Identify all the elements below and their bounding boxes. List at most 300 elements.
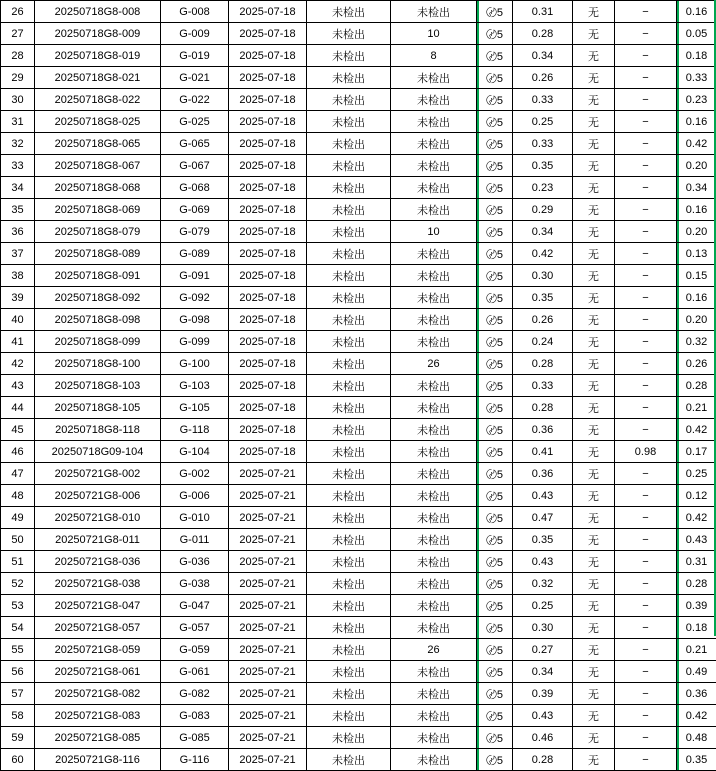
cell-r7-c6[interactable]: 〄5 (477, 155, 513, 177)
cell-r29-c0[interactable]: 55 (1, 639, 35, 661)
cell-r11-c8[interactable]: 无 (573, 243, 615, 265)
cell-r18-c7[interactable]: 0.28 (513, 397, 573, 419)
table-row[interactable] (1, 375, 716, 397)
cell-r34-c1[interactable]: 20250721G8-116 (35, 749, 161, 771)
cell-r18-c4[interactable]: 未检出 (307, 397, 391, 419)
cell-r9-c7[interactable]: 0.29 (513, 199, 573, 221)
cell-r19-c1[interactable]: 20250718G8-118 (35, 419, 161, 441)
cell-r16-c0[interactable]: 42 (1, 353, 35, 375)
cell-r23-c9[interactable]: − (615, 507, 677, 529)
cell-r32-c10[interactable]: 0.42 (677, 705, 716, 727)
cell-r26-c7[interactable]: 0.32 (513, 573, 573, 595)
cell-r1-c2[interactable]: G-009 (161, 23, 229, 45)
cell-r22-c10[interactable]: 0.12 (677, 485, 716, 507)
cell-r0-c9[interactable]: − (615, 1, 677, 23)
cell-r13-c6[interactable]: 〄5 (477, 287, 513, 309)
cell-r5-c6[interactable]: 〄5 (477, 111, 513, 133)
cell-r0-c1[interactable]: 20250718G8-008 (35, 1, 161, 23)
cell-r21-c3[interactable]: 2025-07-21 (229, 463, 307, 485)
cell-r28-c7[interactable]: 0.30 (513, 617, 573, 639)
cell-r5-c0[interactable]: 31 (1, 111, 35, 133)
cell-r32-c4[interactable]: 未检出 (307, 705, 391, 727)
cell-r21-c7[interactable]: 0.36 (513, 463, 573, 485)
cell-r20-c5[interactable]: 未检出 (391, 441, 477, 463)
cell-r33-c7[interactable]: 0.46 (513, 727, 573, 749)
cell-r27-c0[interactable]: 53 (1, 595, 35, 617)
table-row[interactable] (1, 89, 716, 111)
table-row[interactable] (1, 551, 716, 573)
table-row[interactable] (1, 595, 716, 617)
cell-r26-c10[interactable]: 0.28 (677, 573, 716, 595)
cell-r1-c1[interactable]: 20250718G8-009 (35, 23, 161, 45)
cell-r16-c4[interactable]: 未检出 (307, 353, 391, 375)
cell-r19-c9[interactable]: − (615, 419, 677, 441)
cell-r30-c2[interactable]: G-061 (161, 661, 229, 683)
cell-r4-c6[interactable]: 〄5 (477, 89, 513, 111)
cell-r22-c0[interactable]: 48 (1, 485, 35, 507)
cell-r22-c8[interactable]: 无 (573, 485, 615, 507)
cell-r21-c10[interactable]: 0.25 (677, 463, 716, 485)
cell-r27-c9[interactable]: − (615, 595, 677, 617)
cell-r12-c3[interactable]: 2025-07-18 (229, 265, 307, 287)
cell-r31-c8[interactable]: 无 (573, 683, 615, 705)
cell-r27-c2[interactable]: G-047 (161, 595, 229, 617)
cell-r12-c1[interactable]: 20250718G8-091 (35, 265, 161, 287)
cell-r1-c4[interactable]: 未检出 (307, 23, 391, 45)
cell-r5-c2[interactable]: G-025 (161, 111, 229, 133)
table-row[interactable] (1, 705, 716, 727)
cell-r3-c10[interactable]: 0.33 (677, 67, 716, 89)
cell-r19-c10[interactable]: 0.42 (677, 419, 716, 441)
cell-r34-c2[interactable]: G-116 (161, 749, 229, 771)
cell-r30-c5[interactable]: 未检出 (391, 661, 477, 683)
cell-r10-c0[interactable]: 36 (1, 221, 35, 243)
cell-r14-c2[interactable]: G-098 (161, 309, 229, 331)
cell-r33-c8[interactable]: 无 (573, 727, 615, 749)
cell-r34-c4[interactable]: 未检出 (307, 749, 391, 771)
table-row[interactable] (1, 23, 716, 45)
cell-r26-c6[interactable]: 〄5 (477, 573, 513, 595)
table-row[interactable] (1, 133, 716, 155)
cell-r26-c9[interactable]: − (615, 573, 677, 595)
table-row[interactable] (1, 749, 716, 771)
cell-r32-c0[interactable]: 58 (1, 705, 35, 727)
cell-r18-c1[interactable]: 20250718G8-105 (35, 397, 161, 419)
cell-r14-c9[interactable]: − (615, 309, 677, 331)
cell-r25-c2[interactable]: G-036 (161, 551, 229, 573)
cell-r0-c8[interactable]: 无 (573, 1, 615, 23)
cell-r20-c1[interactable]: 20250718G09-104 (35, 441, 161, 463)
cell-r25-c10[interactable]: 0.31 (677, 551, 716, 573)
cell-r32-c5[interactable]: 未检出 (391, 705, 477, 727)
cell-r27-c6[interactable]: 〄5 (477, 595, 513, 617)
cell-r7-c5[interactable]: 未检出 (391, 155, 477, 177)
table-row[interactable] (1, 67, 716, 89)
cell-r16-c5[interactable]: 26 (391, 353, 477, 375)
cell-r31-c2[interactable]: G-082 (161, 683, 229, 705)
cell-r13-c4[interactable]: 未检出 (307, 287, 391, 309)
cell-r14-c6[interactable]: 〄5 (477, 309, 513, 331)
cell-r3-c2[interactable]: G-021 (161, 67, 229, 89)
cell-r31-c7[interactable]: 0.39 (513, 683, 573, 705)
cell-r18-c2[interactable]: G-105 (161, 397, 229, 419)
cell-r26-c2[interactable]: G-038 (161, 573, 229, 595)
cell-r24-c4[interactable]: 未检出 (307, 529, 391, 551)
cell-r28-c8[interactable]: 无 (573, 617, 615, 639)
cell-r13-c7[interactable]: 0.35 (513, 287, 573, 309)
cell-r11-c9[interactable]: − (615, 243, 677, 265)
cell-r15-c3[interactable]: 2025-07-18 (229, 331, 307, 353)
cell-r14-c3[interactable]: 2025-07-18 (229, 309, 307, 331)
cell-r10-c10[interactable]: 0.20 (677, 221, 716, 243)
cell-r22-c6[interactable]: 〄5 (477, 485, 513, 507)
cell-r34-c6[interactable]: 〄5 (477, 749, 513, 771)
cell-r34-c7[interactable]: 0.28 (513, 749, 573, 771)
cell-r33-c1[interactable]: 20250721G8-085 (35, 727, 161, 749)
cell-r24-c1[interactable]: 20250721G8-011 (35, 529, 161, 551)
cell-r14-c0[interactable]: 40 (1, 309, 35, 331)
cell-r1-c7[interactable]: 0.28 (513, 23, 573, 45)
cell-r3-c3[interactable]: 2025-07-18 (229, 67, 307, 89)
cell-r20-c7[interactable]: 0.41 (513, 441, 573, 463)
cell-r17-c7[interactable]: 0.33 (513, 375, 573, 397)
table-row[interactable] (1, 199, 716, 221)
cell-r8-c6[interactable]: 〄5 (477, 177, 513, 199)
cell-r14-c1[interactable]: 20250718G8-098 (35, 309, 161, 331)
cell-r18-c3[interactable]: 2025-07-18 (229, 397, 307, 419)
cell-r11-c7[interactable]: 0.42 (513, 243, 573, 265)
cell-r21-c2[interactable]: G-002 (161, 463, 229, 485)
cell-r2-c4[interactable]: 未检出 (307, 45, 391, 67)
cell-r22-c2[interactable]: G-006 (161, 485, 229, 507)
cell-r34-c8[interactable]: 无 (573, 749, 615, 771)
cell-r21-c4[interactable]: 未检出 (307, 463, 391, 485)
cell-r4-c3[interactable]: 2025-07-18 (229, 89, 307, 111)
cell-r15-c0[interactable]: 41 (1, 331, 35, 353)
cell-r34-c0[interactable]: 60 (1, 749, 35, 771)
cell-r22-c3[interactable]: 2025-07-21 (229, 485, 307, 507)
cell-r7-c4[interactable]: 未检出 (307, 155, 391, 177)
cell-r19-c7[interactable]: 0.36 (513, 419, 573, 441)
cell-r2-c5[interactable]: 8 (391, 45, 477, 67)
cell-r0-c7[interactable]: 0.31 (513, 1, 573, 23)
cell-r9-c4[interactable]: 未检出 (307, 199, 391, 221)
cell-r5-c1[interactable]: 20250718G8-025 (35, 111, 161, 133)
cell-r13-c3[interactable]: 2025-07-18 (229, 287, 307, 309)
cell-r25-c9[interactable]: − (615, 551, 677, 573)
cell-r21-c5[interactable]: 未检出 (391, 463, 477, 485)
cell-r6-c7[interactable]: 0.33 (513, 133, 573, 155)
cell-r28-c0[interactable]: 54 (1, 617, 35, 639)
cell-r33-c10[interactable]: 0.48 (677, 727, 716, 749)
cell-r7-c1[interactable]: 20250718G8-067 (35, 155, 161, 177)
cell-r13-c9[interactable]: − (615, 287, 677, 309)
cell-r29-c3[interactable]: 2025-07-21 (229, 639, 307, 661)
cell-r29-c6[interactable]: 〄5 (477, 639, 513, 661)
cell-r14-c7[interactable]: 0.26 (513, 309, 573, 331)
cell-r17-c6[interactable]: 〄5 (477, 375, 513, 397)
cell-r4-c5[interactable]: 未检出 (391, 89, 477, 111)
cell-r23-c6[interactable]: 〄5 (477, 507, 513, 529)
cell-r22-c5[interactable]: 未检出 (391, 485, 477, 507)
cell-r9-c10[interactable]: 0.16 (677, 199, 716, 221)
cell-r20-c4[interactable]: 未检出 (307, 441, 391, 463)
cell-r8-c3[interactable]: 2025-07-18 (229, 177, 307, 199)
table-row[interactable] (1, 727, 716, 749)
cell-r29-c7[interactable]: 0.27 (513, 639, 573, 661)
table-row[interactable] (1, 397, 716, 419)
cell-r0-c5[interactable]: 未检出 (391, 1, 477, 23)
cell-r19-c4[interactable]: 未检出 (307, 419, 391, 441)
cell-r26-c0[interactable]: 52 (1, 573, 35, 595)
cell-r19-c8[interactable]: 无 (573, 419, 615, 441)
cell-r5-c7[interactable]: 0.25 (513, 111, 573, 133)
cell-r2-c10[interactable]: 0.18 (677, 45, 716, 67)
table-row[interactable] (1, 485, 716, 507)
table-row[interactable] (1, 683, 716, 705)
cell-r7-c2[interactable]: G-067 (161, 155, 229, 177)
cell-r28-c1[interactable]: 20250721G8-057 (35, 617, 161, 639)
cell-r16-c8[interactable]: 无 (573, 353, 615, 375)
table-row[interactable] (1, 287, 716, 309)
table-row[interactable] (1, 111, 716, 133)
cell-r1-c8[interactable]: 无 (573, 23, 615, 45)
table-row[interactable] (1, 243, 716, 265)
cell-r34-c9[interactable]: − (615, 749, 677, 771)
cell-r8-c9[interactable]: − (615, 177, 677, 199)
cell-r7-c0[interactable]: 33 (1, 155, 35, 177)
cell-r18-c6[interactable]: 〄5 (477, 397, 513, 419)
cell-r6-c6[interactable]: 〄5 (477, 133, 513, 155)
cell-r23-c2[interactable]: G-010 (161, 507, 229, 529)
cell-r24-c0[interactable]: 50 (1, 529, 35, 551)
cell-r23-c5[interactable]: 未检出 (391, 507, 477, 529)
cell-r26-c4[interactable]: 未检出 (307, 573, 391, 595)
cell-r23-c4[interactable]: 未检出 (307, 507, 391, 529)
cell-r32-c1[interactable]: 20250721G8-083 (35, 705, 161, 727)
cell-r8-c1[interactable]: 20250718G8-068 (35, 177, 161, 199)
cell-r3-c1[interactable]: 20250718G8-021 (35, 67, 161, 89)
cell-r34-c3[interactable]: 2025-07-21 (229, 749, 307, 771)
cell-r24-c7[interactable]: 0.35 (513, 529, 573, 551)
cell-r18-c5[interactable]: 未检出 (391, 397, 477, 419)
cell-r33-c0[interactable]: 59 (1, 727, 35, 749)
cell-r10-c7[interactable]: 0.34 (513, 221, 573, 243)
cell-r3-c0[interactable]: 29 (1, 67, 35, 89)
cell-r13-c1[interactable]: 20250718G8-092 (35, 287, 161, 309)
cell-r23-c0[interactable]: 49 (1, 507, 35, 529)
cell-r32-c8[interactable]: 无 (573, 705, 615, 727)
cell-r30-c4[interactable]: 未检出 (307, 661, 391, 683)
cell-r5-c4[interactable]: 未检出 (307, 111, 391, 133)
cell-r9-c6[interactable]: 〄5 (477, 199, 513, 221)
cell-r30-c3[interactable]: 2025-07-21 (229, 661, 307, 683)
cell-r8-c2[interactable]: G-068 (161, 177, 229, 199)
cell-r19-c5[interactable]: 未检出 (391, 419, 477, 441)
cell-r13-c2[interactable]: G-092 (161, 287, 229, 309)
cell-r31-c1[interactable]: 20250721G8-082 (35, 683, 161, 705)
cell-r18-c10[interactable]: 0.21 (677, 397, 716, 419)
cell-r31-c9[interactable]: − (615, 683, 677, 705)
cell-r15-c7[interactable]: 0.24 (513, 331, 573, 353)
cell-r6-c9[interactable]: − (615, 133, 677, 155)
cell-r12-c7[interactable]: 0.30 (513, 265, 573, 287)
cell-r22-c4[interactable]: 未检出 (307, 485, 391, 507)
cell-r31-c4[interactable]: 未检出 (307, 683, 391, 705)
table-row[interactable] (1, 573, 716, 595)
cell-r27-c5[interactable]: 未检出 (391, 595, 477, 617)
cell-r32-c6[interactable]: 〄5 (477, 705, 513, 727)
cell-r1-c5[interactable]: 10 (391, 23, 477, 45)
cell-r9-c9[interactable]: − (615, 199, 677, 221)
cell-r9-c8[interactable]: 无 (573, 199, 615, 221)
cell-r31-c3[interactable]: 2025-07-21 (229, 683, 307, 705)
cell-r6-c0[interactable]: 32 (1, 133, 35, 155)
cell-r6-c10[interactable]: 0.42 (677, 133, 716, 155)
cell-r18-c9[interactable]: − (615, 397, 677, 419)
cell-r27-c3[interactable]: 2025-07-21 (229, 595, 307, 617)
cell-r24-c10[interactable]: 0.43 (677, 529, 716, 551)
cell-r3-c9[interactable]: − (615, 67, 677, 89)
cell-r24-c8[interactable]: 无 (573, 529, 615, 551)
cell-r1-c9[interactable]: − (615, 23, 677, 45)
cell-r29-c1[interactable]: 20250721G8-059 (35, 639, 161, 661)
cell-r1-c6[interactable]: 〄5 (477, 23, 513, 45)
cell-r1-c0[interactable]: 27 (1, 23, 35, 45)
cell-r20-c3[interactable]: 2025-07-18 (229, 441, 307, 463)
cell-r8-c8[interactable]: 无 (573, 177, 615, 199)
cell-r25-c1[interactable]: 20250721G8-036 (35, 551, 161, 573)
table-row[interactable] (1, 331, 716, 353)
cell-r22-c1[interactable]: 20250721G8-006 (35, 485, 161, 507)
cell-r3-c6[interactable]: 〄5 (477, 67, 513, 89)
cell-r17-c10[interactable]: 0.28 (677, 375, 716, 397)
cell-r16-c9[interactable]: − (615, 353, 677, 375)
cell-r10-c9[interactable]: − (615, 221, 677, 243)
cell-r12-c5[interactable]: 未检出 (391, 265, 477, 287)
cell-r11-c3[interactable]: 2025-07-18 (229, 243, 307, 265)
cell-r16-c6[interactable]: 〄5 (477, 353, 513, 375)
cell-r14-c8[interactable]: 无 (573, 309, 615, 331)
cell-r19-c2[interactable]: G-118 (161, 419, 229, 441)
cell-r2-c6[interactable]: 〄5 (477, 45, 513, 67)
cell-r9-c3[interactable]: 2025-07-18 (229, 199, 307, 221)
cell-r28-c3[interactable]: 2025-07-21 (229, 617, 307, 639)
cell-r6-c3[interactable]: 2025-07-18 (229, 133, 307, 155)
cell-r15-c4[interactable]: 未检出 (307, 331, 391, 353)
cell-r27-c10[interactable]: 0.39 (677, 595, 716, 617)
cell-r19-c0[interactable]: 45 (1, 419, 35, 441)
cell-r22-c7[interactable]: 0.43 (513, 485, 573, 507)
cell-r8-c4[interactable]: 未检出 (307, 177, 391, 199)
table-row[interactable] (1, 441, 716, 463)
cell-r16-c10[interactable]: 0.26 (677, 353, 716, 375)
cell-r9-c0[interactable]: 35 (1, 199, 35, 221)
cell-r33-c3[interactable]: 2025-07-21 (229, 727, 307, 749)
table-row[interactable] (1, 353, 716, 375)
cell-r3-c5[interactable]: 未检出 (391, 67, 477, 89)
cell-r15-c6[interactable]: 〄5 (477, 331, 513, 353)
cell-r12-c4[interactable]: 未检出 (307, 265, 391, 287)
cell-r4-c1[interactable]: 20250718G8-022 (35, 89, 161, 111)
cell-r1-c3[interactable]: 2025-07-18 (229, 23, 307, 45)
cell-r11-c4[interactable]: 未检出 (307, 243, 391, 265)
cell-r28-c2[interactable]: G-057 (161, 617, 229, 639)
cell-r10-c8[interactable]: 无 (573, 221, 615, 243)
cell-r13-c5[interactable]: 未检出 (391, 287, 477, 309)
cell-r26-c5[interactable]: 未检出 (391, 573, 477, 595)
cell-r30-c10[interactable]: 0.49 (677, 661, 716, 683)
cell-r2-c1[interactable]: 20250718G8-019 (35, 45, 161, 67)
cell-r0-c6[interactable]: 〄5 (477, 1, 513, 23)
cell-r30-c8[interactable]: 无 (573, 661, 615, 683)
cell-r25-c0[interactable]: 51 (1, 551, 35, 573)
cell-r13-c8[interactable]: 无 (573, 287, 615, 309)
cell-r17-c0[interactable]: 43 (1, 375, 35, 397)
cell-r24-c2[interactable]: G-011 (161, 529, 229, 551)
cell-r2-c0[interactable]: 28 (1, 45, 35, 67)
cell-r15-c5[interactable]: 未检出 (391, 331, 477, 353)
cell-r25-c7[interactable]: 0.43 (513, 551, 573, 573)
cell-r25-c3[interactable]: 2025-07-21 (229, 551, 307, 573)
cell-r12-c2[interactable]: G-091 (161, 265, 229, 287)
cell-r17-c8[interactable]: 无 (573, 375, 615, 397)
cell-r31-c10[interactable]: 0.36 (677, 683, 716, 705)
cell-r6-c5[interactable]: 未检出 (391, 133, 477, 155)
cell-r23-c8[interactable]: 无 (573, 507, 615, 529)
cell-r24-c3[interactable]: 2025-07-21 (229, 529, 307, 551)
cell-r17-c9[interactable]: − (615, 375, 677, 397)
table-row[interactable] (1, 177, 716, 199)
table-row[interactable] (1, 529, 716, 551)
cell-r21-c8[interactable]: 无 (573, 463, 615, 485)
cell-r23-c7[interactable]: 0.47 (513, 507, 573, 529)
cell-r30-c9[interactable]: − (615, 661, 677, 683)
cell-r2-c3[interactable]: 2025-07-18 (229, 45, 307, 67)
cell-r17-c2[interactable]: G-103 (161, 375, 229, 397)
cell-r28-c5[interactable]: 未检出 (391, 617, 477, 639)
cell-r6-c8[interactable]: 无 (573, 133, 615, 155)
cell-r0-c0[interactable]: 26 (1, 1, 35, 23)
cell-r32-c7[interactable]: 0.43 (513, 705, 573, 727)
cell-r16-c2[interactable]: G-100 (161, 353, 229, 375)
cell-r4-c7[interactable]: 0.33 (513, 89, 573, 111)
cell-r33-c2[interactable]: G-085 (161, 727, 229, 749)
cell-r27-c7[interactable]: 0.25 (513, 595, 573, 617)
cell-r4-c2[interactable]: G-022 (161, 89, 229, 111)
cell-r33-c6[interactable]: 〄5 (477, 727, 513, 749)
cell-r14-c5[interactable]: 未检出 (391, 309, 477, 331)
cell-r33-c5[interactable]: 未检出 (391, 727, 477, 749)
table-row[interactable] (1, 155, 716, 177)
cell-r12-c0[interactable]: 38 (1, 265, 35, 287)
cell-r20-c9[interactable]: 0.98 (615, 441, 677, 463)
cell-r12-c9[interactable]: − (615, 265, 677, 287)
cell-r23-c10[interactable]: 0.42 (677, 507, 716, 529)
cell-r34-c10[interactable]: 0.35 (677, 749, 716, 771)
cell-r10-c1[interactable]: 20250718G8-079 (35, 221, 161, 243)
cell-r30-c7[interactable]: 0.34 (513, 661, 573, 683)
cell-r17-c4[interactable]: 未检出 (307, 375, 391, 397)
cell-r29-c9[interactable]: − (615, 639, 677, 661)
cell-r1-c10[interactable]: 0.05 (677, 23, 716, 45)
cell-r31-c6[interactable]: 〄5 (477, 683, 513, 705)
cell-r2-c9[interactable]: − (615, 45, 677, 67)
cell-r25-c5[interactable]: 未检出 (391, 551, 477, 573)
cell-r7-c10[interactable]: 0.20 (677, 155, 716, 177)
cell-r16-c7[interactable]: 0.28 (513, 353, 573, 375)
cell-r21-c1[interactable]: 20250721G8-002 (35, 463, 161, 485)
